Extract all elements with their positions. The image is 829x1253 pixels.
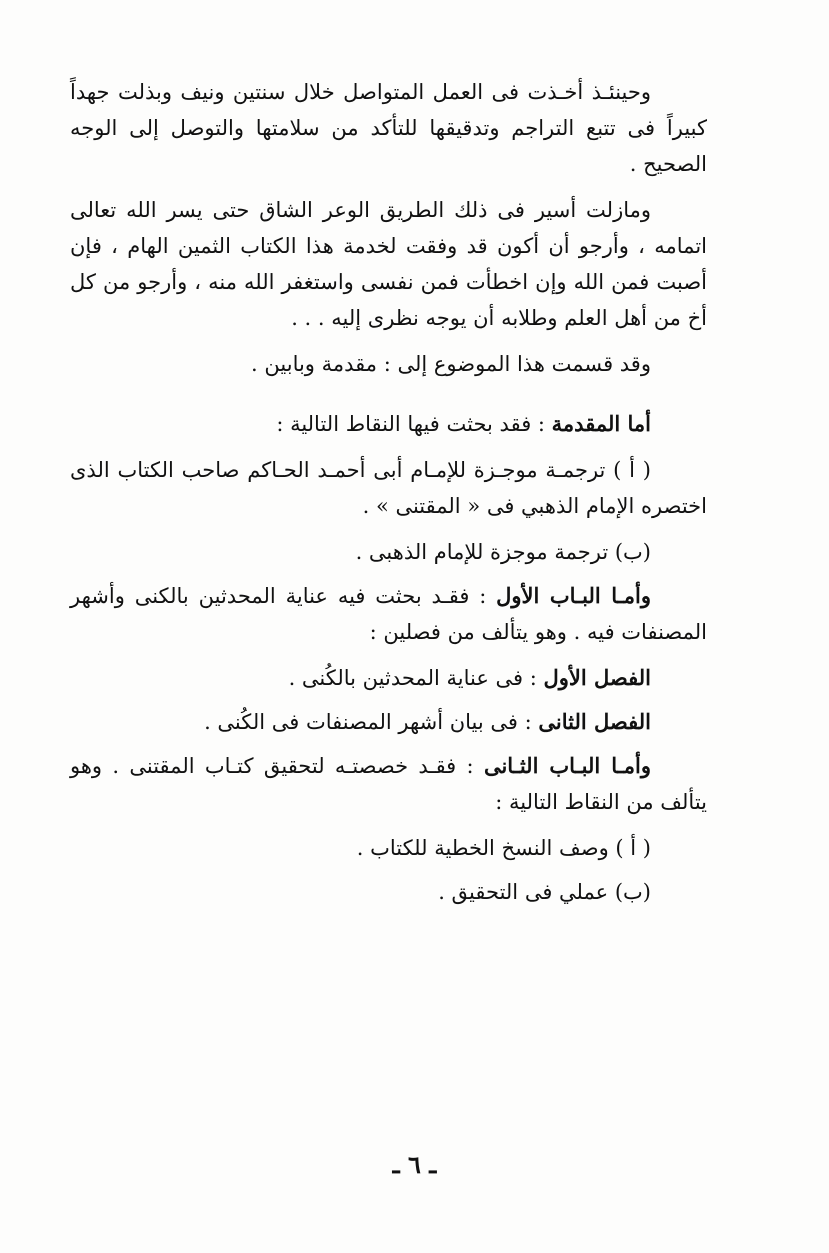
chapter2-line (70, 748, 707, 820)
intro-text: : فقد بحثت فيها النقاط التالية : (276, 412, 552, 436)
chapter1-section1-text: : فى عناية المحدثين بالكُنى . (288, 666, 544, 690)
intro-line (70, 406, 707, 442)
intro-item-a: ( أ ) ترجمـة موجـزة للإمـام أبى أحمـد الحـاكم صاحب الكتاب الذى اختصره الإمام الذهبي فى « المقتنى » . (70, 458, 707, 518)
page-number: ـ ٦ ـ (392, 1150, 437, 1179)
chapter2-heading: وأمـا البـاب الثـانى (483, 753, 651, 778)
chapter2-item-a: ( أ ) وصف النسخ الخطية للكتاب . (356, 836, 651, 860)
chapter1-section1-heading: الفصل الأول (543, 665, 651, 690)
page-body (70, 74, 707, 918)
intro-item-b: (ب) ترجمة موجزة للإمام الذهبى . (355, 540, 651, 564)
paragraph-division: وقد قسمت هذا الموضوع إلى : مقدمة وبابين . (251, 352, 651, 376)
chapter1-heading: وأمـا البـاب الأول (496, 583, 651, 608)
chapter2-text: : فقـد خصصتـه لتحقيق كتـاب المقتنى . وهو يتألف من النقاط التالية : (70, 754, 707, 814)
paragraph-work-effort: وحينئـذ أخـذت فى العمل المتواصل خلال سنتين ونيف وبذلت جهداً كبيراً فى تتبع التراجم وتدقيقها للتأكد من سلامتها والتوصل إلى الوجه الصحيح . (70, 80, 707, 176)
paragraph-completion: ومازلت أسير فى ذلك الطريق الوعر الشاق حتى يسر الله تعالى اتمامه ، وأرجو أن أكون قد وفقت لخدمة هذا الكتاب الثمين الهام ، فإن أصبت فمن الله وإن اخطأت فمن نفسى واستغفر الله منه ، وأرجو من كل أخ من أهل العلم وطلابه أن يوجه نظرى إليه . . . (70, 198, 707, 330)
chapter1-line (70, 578, 707, 650)
chapter1-section1 (70, 660, 707, 696)
chapter1-section2 (70, 704, 707, 740)
chapter2-item-b: (ب) عملي فى التحقيق . (438, 880, 651, 904)
chapter1-text: : فقـد بحثت فيه عناية المحدثين بالكنى وأشهر المصنفات فيه . وهو يتألف من فصلين : (70, 584, 707, 644)
chapter1-section2-heading: الفصل الثانى (538, 709, 651, 734)
chapter1-section2-text: : فى بيان أشهر المصنفات فى الكُنى . (204, 710, 539, 734)
intro-heading: أما المقدمة (551, 411, 651, 436)
